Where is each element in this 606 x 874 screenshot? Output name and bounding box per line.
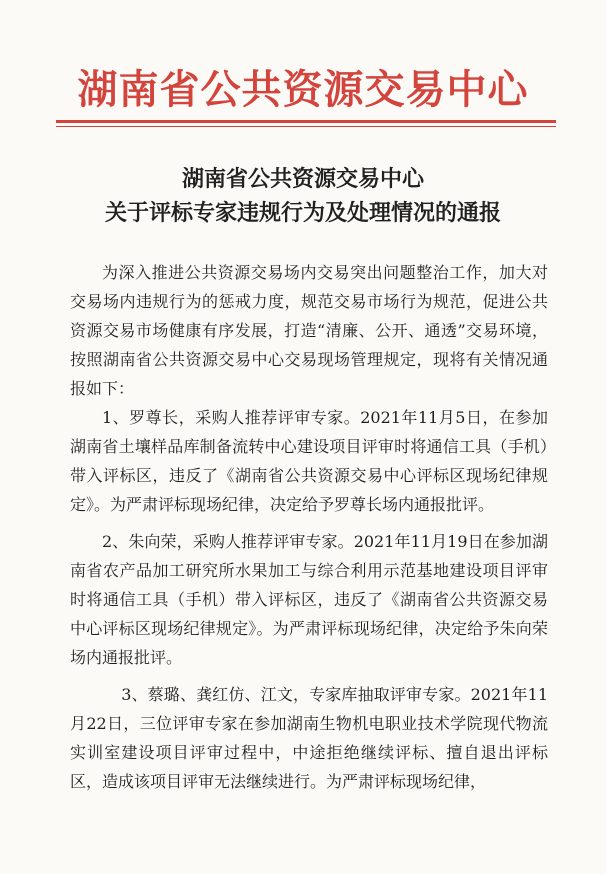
paragraph-item-1: 1、罗尊长，采购人推荐评审专家。2021年11月5日，在参加湖南省土壤样品库制备流转中心建设项目评审时将通信工具（手机）带入评标区，违反了《湖南省公共资源交易中心评标区现场纪律规定》。为严肃评标现场纪律，决定给予罗尊长场内通报批评。 bbox=[70, 408, 548, 514]
red-divider-thin bbox=[56, 126, 556, 127]
paragraph-item-3: 3、蔡璐、龚红仿、江文，专家库抽取评审专家。2021年11月22日，三位评审专家在参加湖南生物机电职业技术学院现代物流实训室建设项目评审过程中，中途拒绝继续评标、擅自退出评标区，造成该项目评审无法继续进行。为严肃评标现场纪律， bbox=[70, 685, 548, 791]
paragraph-item-2: 2、朱向荣，采购人推荐评审专家。2021年11月19日在参加湖南省农产品加工研究所水果加工与综合利用示范基地建设项目评审时将通信工具（手机）带入评标区，违反了《湖南省公共资源交易中心评标区现场纪律规定》。为严肃评标现场纪律，决定给予朱向荣场内通报批评。 bbox=[70, 532, 548, 667]
red-divider-thick bbox=[56, 120, 556, 123]
doc-body bbox=[70, 258, 548, 796]
masthead: 湖南省公共资源交易中心 bbox=[77, 66, 529, 113]
doc-title-line1: 湖南省公共资源交易中心 bbox=[181, 166, 424, 192]
paragraph-intro: 为深入推进公共资源交易场内交易突出问题整治工作，加大对交易场内违规行为的惩戒力度，规范交易市场行为规范，促进公共资源交易市场健康有序发展，打造“清廉、公开、通透”交易环境，按照湖南省公共资源交易中心交易现场管理规定，现将有关情况通报如下： bbox=[70, 263, 548, 398]
doc-title-line2: 关于评标专家违规行为及处理情况的通报 bbox=[104, 200, 501, 226]
